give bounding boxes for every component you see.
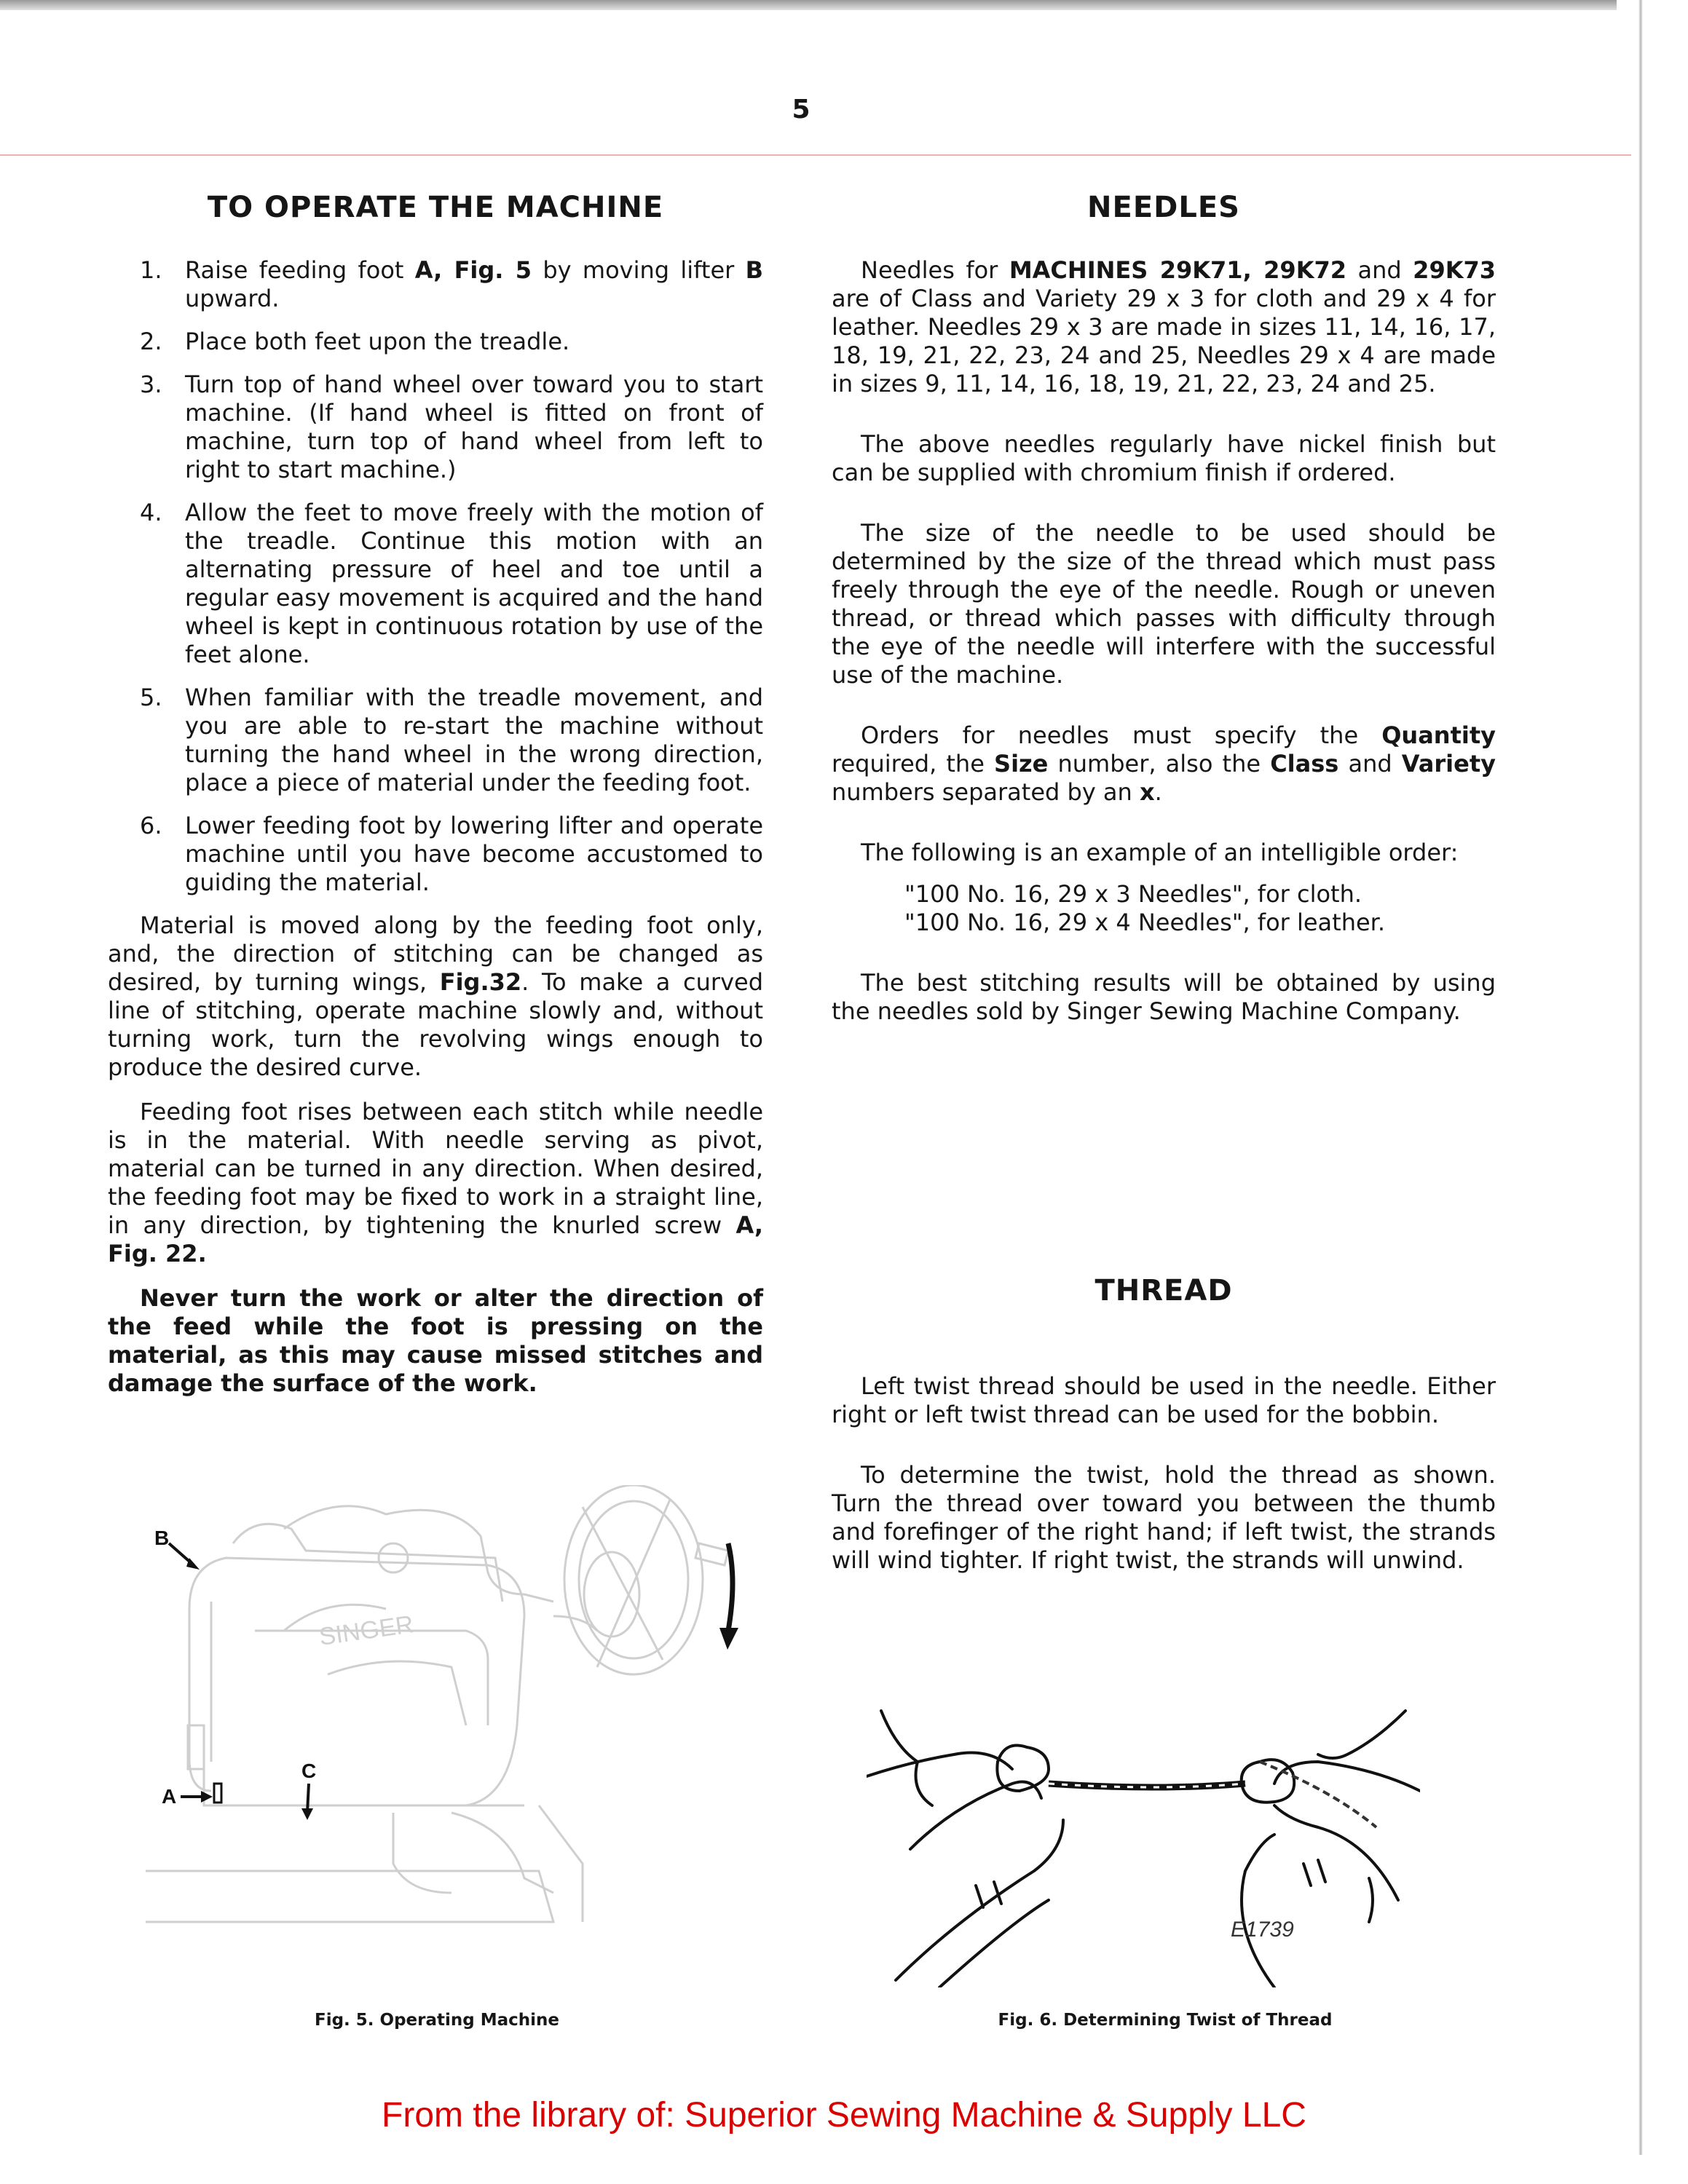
label-a: A	[162, 1785, 177, 1808]
label-b: B	[154, 1527, 170, 1549]
label-c: C	[301, 1760, 317, 1782]
thread-heading: THREAD	[1095, 1274, 1233, 1307]
material-paragraph: Material is moved along by the feeding foot only, and, the direction of stitching can be changed as desired, by turning wings, Fig.32. To make a curved line of stitching, operate machine slowly and, without turning work, turn the revolving wings enough to produce the desired curve.	[108, 911, 763, 1081]
step-number: 1.	[140, 256, 162, 284]
fig5-caption: Fig. 5. Operating Machine	[314, 2011, 560, 2030]
scan-edge	[1638, 0, 1643, 2155]
order-line-cloth: "100 No. 16, 29 x 3 Needles", for cloth.	[904, 880, 1362, 908]
thread-paragraph-determine: To determine the twist, hold the thread as shown. Turn the thread over toward you between the thumb and forefinger of the right hand; if left twist, the strands will wind tighter. If right twist, the strands will unwind.	[832, 1461, 1496, 1574]
operating-machine-illustration	[146, 1485, 743, 1966]
step-number: 6.	[140, 812, 162, 839]
thread-section	[832, 1372, 1496, 1607]
needles-paragraph-finish: The above needles regularly have nickel finish but can be supplied with chromium finish if ordered.	[832, 430, 1496, 486]
operate-steps	[108, 256, 763, 897]
needles-heading: NEEDLES	[1087, 191, 1240, 224]
brand-decal: SINGER	[317, 1610, 416, 1651]
step-item: 5. When familiar with the treadle movement, and you are able to re-start the machine without turning the hand wheel in the wrong direction, place a piece of material under the feeding foot.	[140, 684, 763, 796]
needles-paragraph-sizes: Needles for MACHINES 29K71, 29K72 and 29K73 are of Class and Variety 29 x 3 for cloth and 29 x 4 for leather. Needles 29 x 3 are made in sizes 11, 14, 16, 17, 18, 19, 21, 22, 23, 24 and 25, Needles 29 x 4 are made in sizes 9, 11, 14, 16, 18, 19, 21, 22, 23, 24 and 25.	[832, 256, 1496, 397]
operate-heading: TO OPERATE THE MACHINE	[207, 191, 664, 224]
step-number: 4.	[140, 499, 162, 526]
step-number: 2.	[140, 328, 162, 355]
fig6-caption: Fig. 6. Determining Twist of Thread	[998, 2011, 1333, 2030]
step-item: 4. Allow the feet to move freely with the motion of the treadle. Continue this motion with an alternating pressure of heel and toe until a regular easy movement is acquired and the hand wheel is kept in continuous rotation by use of the feet alone.	[140, 499, 763, 668]
needles-paragraph-best: The best stitching results will be obtained by using the needles sold by Singer Sewing Machine Company.	[832, 969, 1496, 1025]
page-top-edge	[0, 0, 1617, 10]
step-number: 5.	[140, 684, 162, 711]
step-item: 2. Place both feet upon the treadle.	[140, 328, 570, 355]
warning-paragraph: Never turn the work or alter the direction of the feed while the foot is pressing on the material, as this may cause missed stitches and damage the surface of the work.	[108, 1284, 763, 1397]
step-item: 3. Turn top of hand wheel over toward you to start machine. (If hand wheel is fitted on front of machine, turn top of hand wheel from left to right to start machine.)	[140, 371, 763, 483]
library-footer: From the library of: Superior Sewing Machine & Supply LLC	[382, 2096, 1306, 2134]
needles-paragraph-orders: Orders for needles must specify the Quantity required, the Size number, also the Class and Variety numbers separated by an x.	[832, 721, 1496, 806]
order-example	[832, 880, 1496, 937]
needles-section	[832, 256, 1496, 1058]
step-number: 3.	[140, 371, 162, 398]
direction-arrow-icon	[719, 1543, 738, 1650]
header-rule	[0, 154, 1631, 156]
step-item: 6. Lower feeding foot by lowering lifter and operate machine until you have become accustomed to guiding the material.	[140, 812, 763, 896]
needles-paragraph-size: The size of the needle to be used should be determined by the size of the thread which must pass freely through the eye of the needle. Rough or uneven thread, or thread which passes with difficulty through the eye of the needle will interfere with the successful use of the machine.	[832, 519, 1496, 689]
twist-thread-illustration	[867, 1682, 1420, 1987]
step-item: 1. Raise feeding foot A, Fig. 5 by moving lifter B upward.	[140, 256, 764, 312]
needles-paragraph-example: The following is an example of an intelligible order:	[861, 839, 1459, 866]
thread-paragraph-twist: Left twist thread should be used in the needle. Either right or left twist thread can be used for the bobbin.	[832, 1372, 1496, 1428]
page-number: 5	[792, 95, 811, 124]
operate-section	[108, 256, 763, 1414]
pivot-paragraph: Feeding foot rises between each stitch while needle is in the material. With needle serving as pivot, material can be turned in any direction. When desired, the feeding foot may be fixed to work in a straight line, in any direction, by tightening the knurled screw A, Fig. 22.	[108, 1098, 763, 1267]
order-line-leather: "100 No. 16, 29 x 4 Needles", for leather.	[904, 909, 1386, 936]
figure-code: E1739	[1231, 1918, 1294, 1942]
